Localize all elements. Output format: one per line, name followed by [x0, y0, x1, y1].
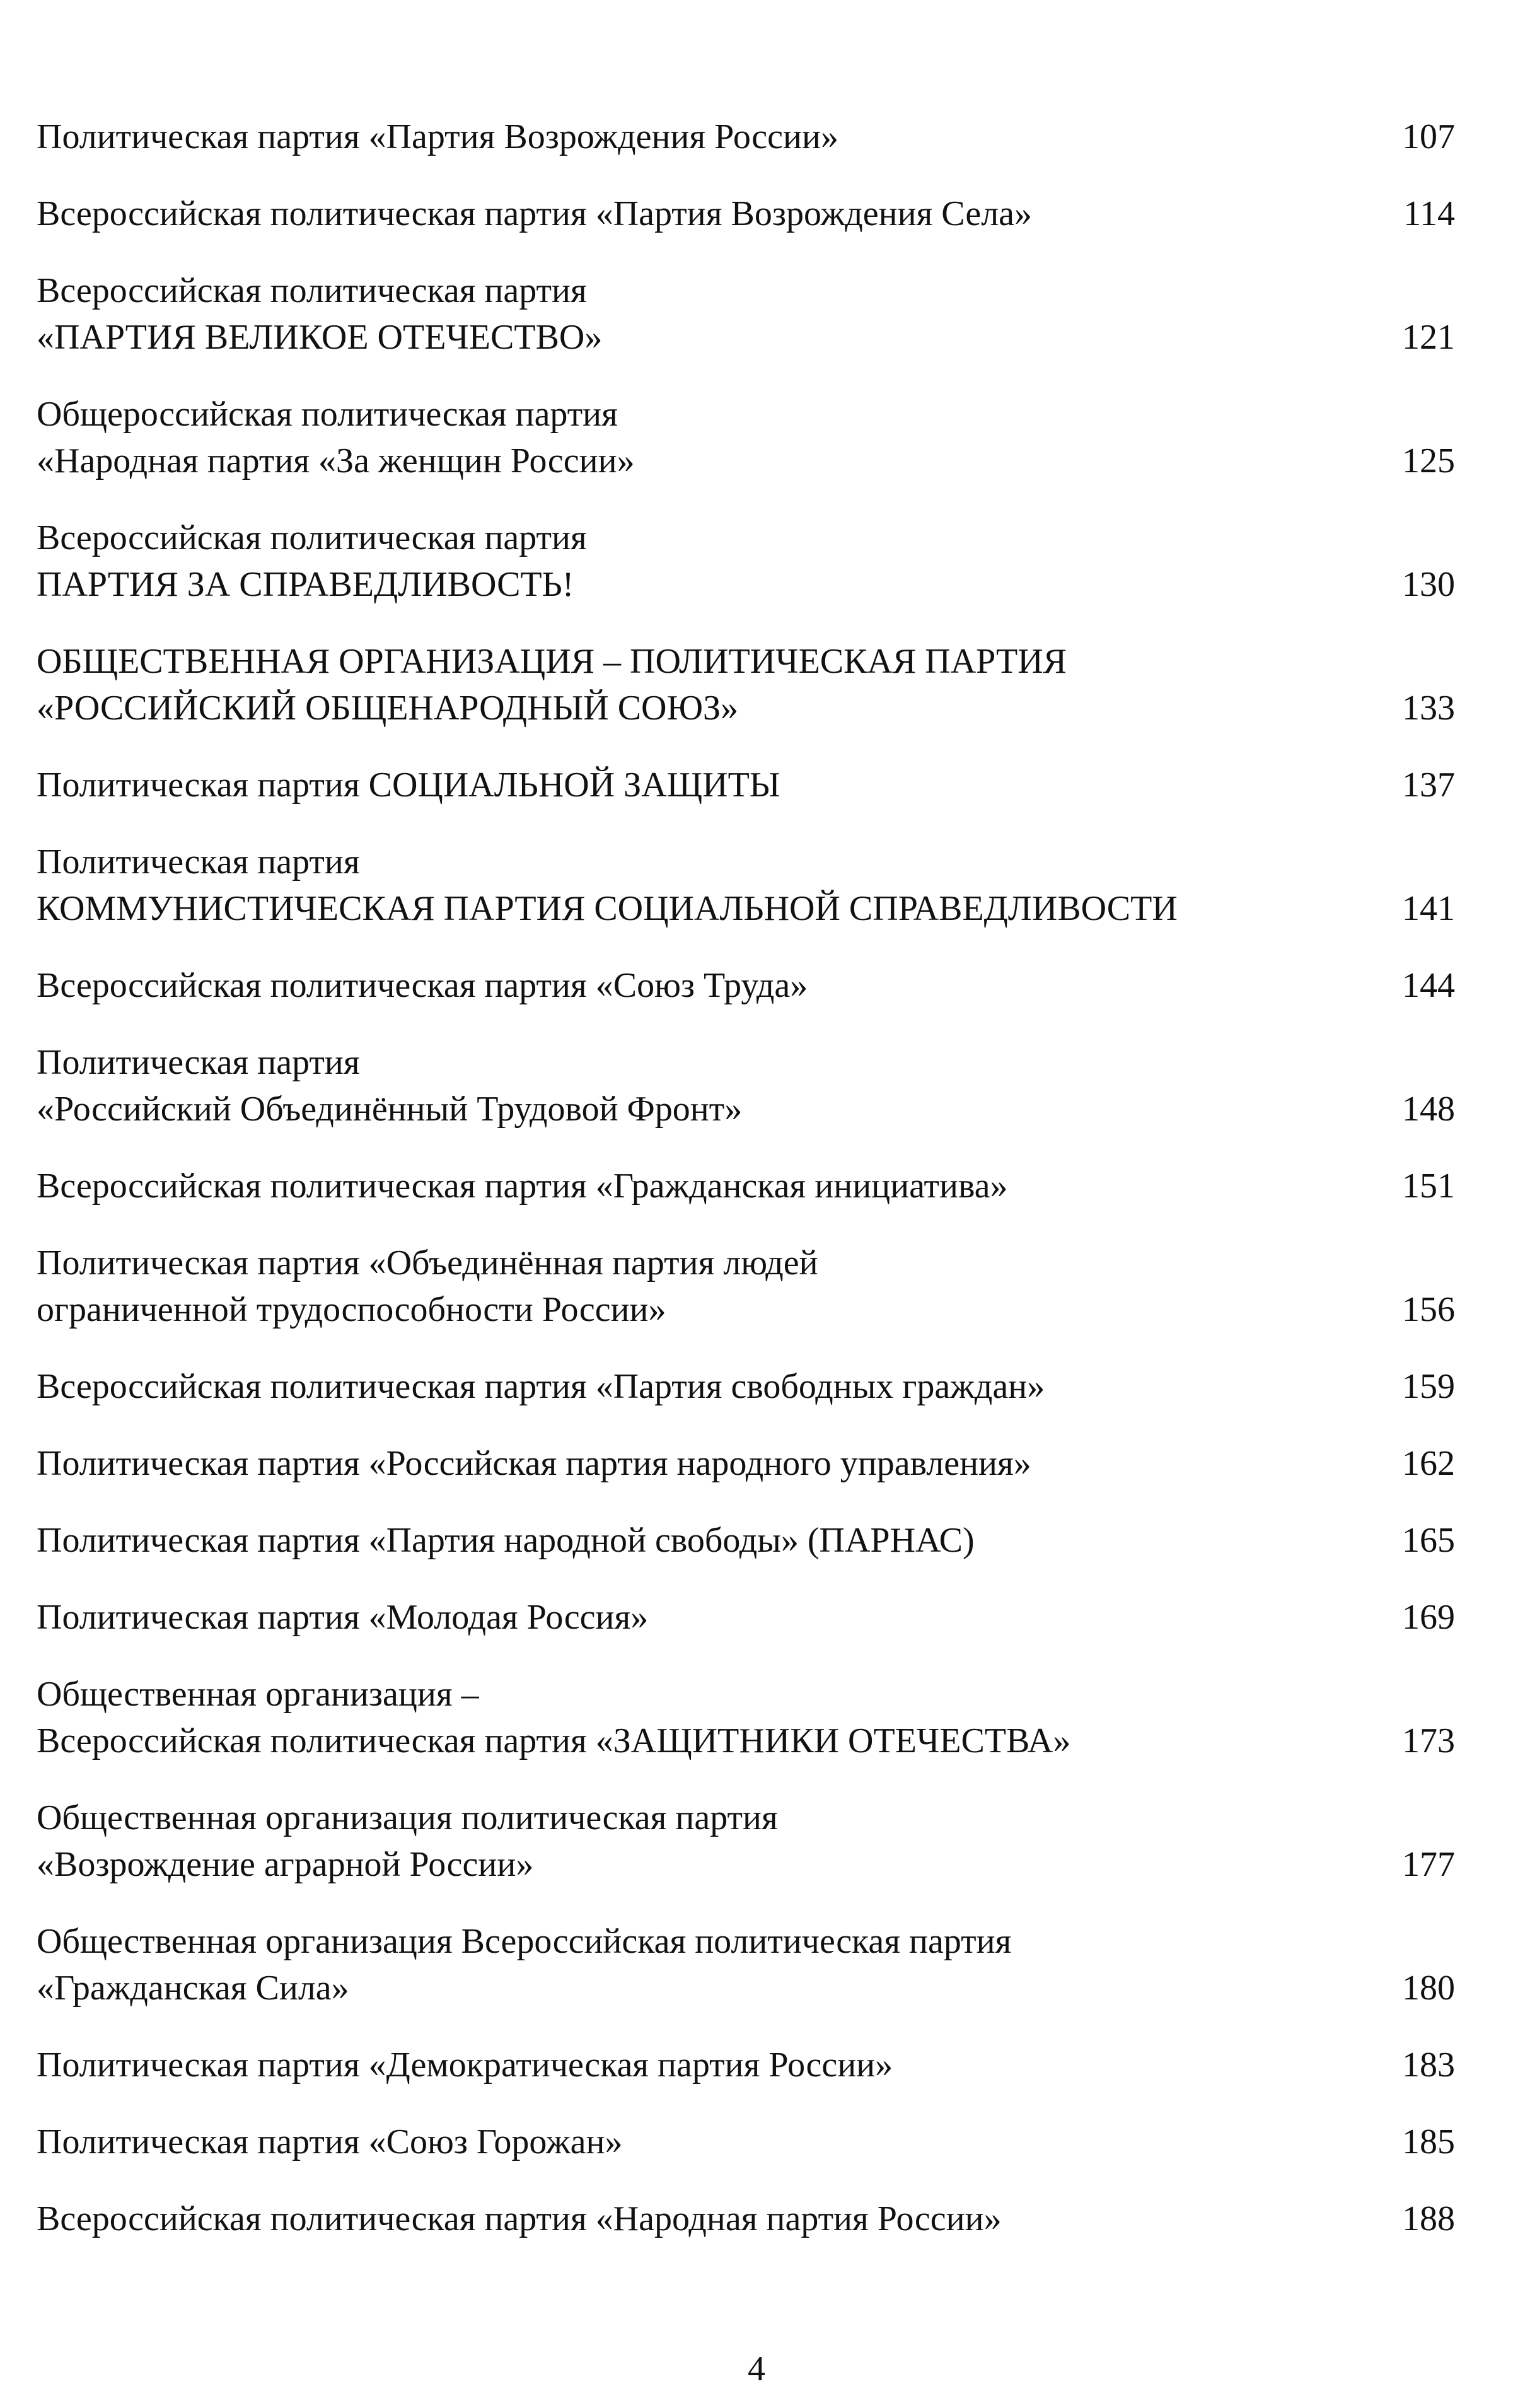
toc-entry-title-line: «Возрождение аграрной России»: [37, 1845, 534, 1884]
toc-entry: [37, 190, 1455, 237]
table-of-contents: [37, 113, 1455, 2272]
toc-entry-title-line: Политическая партия: [37, 1043, 360, 1082]
toc-entry-title: [37, 515, 1342, 608]
toc-entry: [37, 267, 1455, 361]
toc-entry-page: 133: [1402, 689, 1455, 728]
toc-entry-title-line: Всероссийская политическая партия: [37, 518, 587, 557]
toc-entry-title-line: Политическая партия «Молодая Россия»: [37, 1598, 649, 1637]
toc-entry-title: [37, 1918, 1342, 2011]
toc-entry-title: [37, 267, 1342, 361]
toc-entry: [37, 2042, 1455, 2088]
toc-entry-title-line: Политическая партия: [37, 842, 360, 881]
toc-entry-page: 185: [1402, 2122, 1455, 2161]
toc-entry: [37, 1240, 1455, 1333]
toc-entry: [37, 113, 1455, 160]
toc-entry-title-line: Политическая партия СОЦИАЛЬНОЙ ЗАЩИТЫ: [37, 765, 780, 805]
toc-entry-title-line: Всероссийская политическая партия «Союз Труда»: [37, 966, 808, 1005]
toc-entry-title: [37, 1163, 1342, 1209]
toc-entry: [37, 1794, 1455, 1888]
toc-entry-title: [37, 962, 1342, 1009]
toc-entry-page: 130: [1402, 565, 1455, 604]
toc-entry-title: [37, 638, 1342, 731]
toc-entry-page: 173: [1402, 1721, 1455, 1760]
toc-entry-title: [37, 190, 1342, 237]
toc-entry: [37, 2119, 1455, 2165]
toc-entry-title: [37, 1440, 1342, 1487]
toc-entry-title-line: Политическая партия «Российская партия народного управления»: [37, 1444, 1031, 1483]
toc-entry: [37, 962, 1455, 1009]
toc-entry-title: [37, 2119, 1342, 2165]
toc-entry-title: [37, 113, 1342, 160]
toc-entry-title: [37, 1039, 1342, 1132]
toc-entry-title-line: Общероссийская политическая партия: [37, 395, 618, 434]
toc-entry: [37, 391, 1455, 484]
toc-entry-title-line: Общественная организация –: [37, 1675, 479, 1714]
toc-entry: [37, 1440, 1455, 1487]
toc-entry: [37, 1671, 1455, 1764]
toc-entry-title-line: Общественная организация политическая партия: [37, 1798, 778, 1837]
toc-entry-page: 151: [1402, 1166, 1455, 1206]
toc-entry-title-line: КОММУНИСТИЧЕСКАЯ ПАРТИЯ СОЦИАЛЬНОЙ СПРАВЕДЛИВОСТИ: [37, 889, 1178, 928]
toc-entry-page: 156: [1402, 1290, 1455, 1329]
toc-entry-title-line: «РОССИЙСКИЙ ОБЩЕНАРОДНЫЙ СОЮЗ»: [37, 689, 739, 728]
toc-entry-title-line: ПАРТИЯ ЗА СПРАВЕДЛИВОСТЬ!: [37, 565, 574, 604]
toc-entry-title-line: Всероссийская политическая партия «Партия Возрождения Села»: [37, 194, 1032, 233]
toc-entry-title: [37, 1240, 1342, 1333]
toc-entry-page: 107: [1402, 117, 1455, 156]
toc-entry: [37, 839, 1455, 932]
toc-entry: [37, 638, 1455, 731]
toc-entry-page: 114: [1403, 194, 1455, 233]
toc-entry: [37, 1918, 1455, 2011]
toc-entry-title-line: Политическая партия «Партия Возрождения России»: [37, 117, 838, 156]
toc-entry: [37, 1039, 1455, 1132]
toc-entry-page: 141: [1402, 889, 1455, 928]
toc-entry-title-line: Всероссийская политическая партия «ЗАЩИТНИКИ ОТЕЧЕСТВА»: [37, 1721, 1071, 1760]
toc-entry-title: [37, 2196, 1342, 2242]
toc-entry-title: [37, 1671, 1342, 1764]
toc-entry-page: 137: [1402, 765, 1455, 805]
toc-entry-title-line: «ПАРТИЯ ВЕЛИКОЕ ОТЕЧЕСТВО»: [37, 318, 603, 357]
toc-entry: [37, 1363, 1455, 1410]
toc-entry-title-line: Всероссийская политическая партия: [37, 271, 587, 310]
toc-entry-page: 180: [1402, 1969, 1455, 2008]
toc-entry-title: [37, 762, 1342, 808]
toc-entry: [37, 762, 1455, 808]
toc-entry-title-line: ограниченной трудоспособности России»: [37, 1290, 666, 1329]
toc-entry-page: 125: [1402, 441, 1455, 480]
toc-entry-page: 148: [1402, 1090, 1455, 1129]
toc-entry-page: 183: [1402, 2045, 1455, 2085]
toc-entry-page: 169: [1402, 1598, 1455, 1637]
toc-entry-title-line: Всероссийская политическая партия «Партия свободных граждан»: [37, 1367, 1045, 1406]
toc-entry-page: 159: [1402, 1367, 1455, 1406]
toc-entry-page: 144: [1402, 966, 1455, 1005]
toc-entry-title-line: Всероссийская политическая партия «Гражданская инициатива»: [37, 1166, 1008, 1206]
toc-entry-page: 177: [1402, 1845, 1455, 1884]
toc-entry: [37, 2196, 1455, 2242]
toc-entry-title: [37, 839, 1342, 932]
toc-entry-title: [37, 1794, 1342, 1888]
toc-entry-title-line: Политическая партия «Союз Горожан»: [37, 2122, 623, 2161]
toc-entry-title-line: ОБЩЕСТВЕННАЯ ОРГАНИЗАЦИЯ – ПОЛИТИЧЕСКАЯ ПАРТИЯ: [37, 642, 1067, 681]
toc-entry: [37, 1163, 1455, 1209]
toc-entry-title: [37, 1517, 1342, 1564]
toc-entry-title: [37, 2042, 1342, 2088]
toc-entry-page: 121: [1402, 318, 1455, 357]
toc-entry: [37, 1594, 1455, 1641]
toc-entry-title: [37, 1594, 1342, 1641]
page-number: 4: [748, 2349, 765, 2388]
toc-entry-title-line: «Народная партия «За женщин России»: [37, 441, 635, 480]
toc-entry-title-line: «Гражданская Сила»: [37, 1969, 349, 2008]
toc-entry-title-line: Общественная организация Всероссийская политическая партия: [37, 1922, 1012, 1961]
toc-entry-title: [37, 391, 1342, 484]
toc-entry-title: [37, 1363, 1342, 1410]
toc-entry-title-line: Всероссийская политическая партия «Народная партия России»: [37, 2199, 1002, 2238]
toc-entry-title-line: Политическая партия «Партия народной свободы» (ПАРНАС): [37, 1521, 975, 1560]
toc-entry-page: 188: [1402, 2199, 1455, 2238]
toc-entry-page: 162: [1402, 1444, 1455, 1483]
toc-entry-title-line: Политическая партия «Объединённая партия людей: [37, 1243, 818, 1283]
toc-entry-page: 165: [1402, 1521, 1455, 1560]
toc-entry: [37, 515, 1455, 608]
toc-entry-title-line: «Российский Объединённый Трудовой Фронт»: [37, 1090, 743, 1129]
toc-entry: [37, 1517, 1455, 1564]
toc-entry-title-line: Политическая партия «Демократическая партия России»: [37, 2045, 893, 2085]
